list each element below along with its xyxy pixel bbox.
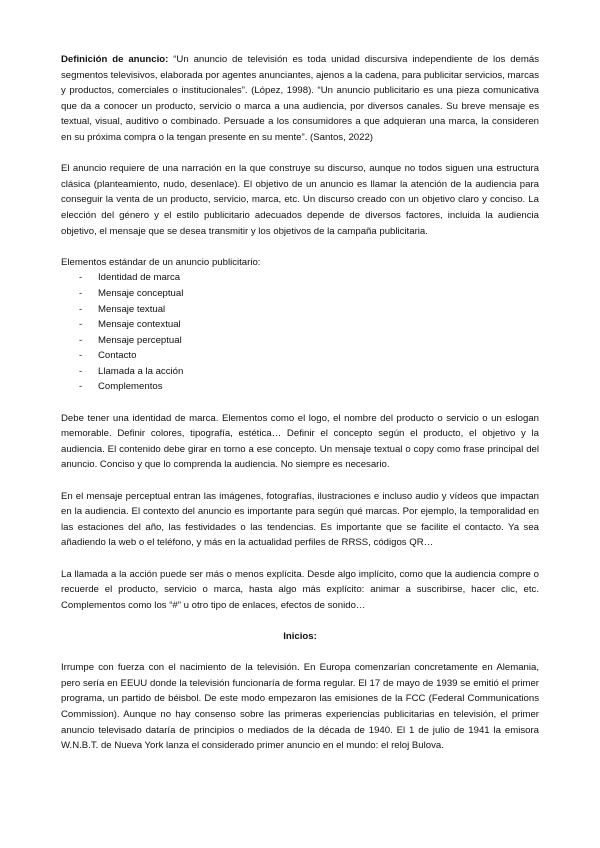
origins-heading: Inicios: bbox=[283, 630, 317, 642]
list-item bbox=[61, 364, 539, 380]
list-bullet: - bbox=[79, 303, 83, 315]
list-item-label: Contacto bbox=[98, 350, 137, 362]
list-bullet: - bbox=[79, 287, 83, 299]
list-intro: Elementos estándar de un anuncio publicitario: bbox=[61, 256, 261, 268]
list-bullet: - bbox=[79, 365, 83, 377]
list-item bbox=[61, 302, 539, 318]
definition-term: Definición de anuncio: bbox=[61, 54, 169, 65]
origins-paragraph: Irrumpe con fuerza con el nacimiento de la televisión. En Europa comenzarían concretamente en Alemania, pero sería en EEUU donde la televisión funcionaría de forma regular. El 17 de mayo de 1939 se emitió el primer programa, un partido de béisbol. De este modo empezaron las emisiones de la FCC (Federal Communications Commission). Aunque no hay consenso sobre las primeras experiencias publicitarias en televisión, el primer anuncio televisado dataría de principios o mediados de la década de 1940. El 1 de julio de 1941 la emisora W.N.B.T. de Nueva York lanza el considerado primer anuncio en el mundo: el reloj Bulova. bbox=[61, 662, 539, 752]
list-item-label: Mensaje perceptual bbox=[98, 334, 182, 346]
perceptual-paragraph: En el mensaje perceptual entran las imágenes, fotografías, ilustraciones e incluso audio y vídeos que impactan en la audiencia. El contexto del anuncio es importante para según qué marcas. Por ejemplo, la temporalidad en las estaciones del año, las festividades o las tendencias. Es importante que se facilite el contacto. Ya sea añadiendo la web o el teléfono, y más en la actualidad perfiles de RRSS, códigos QR… bbox=[61, 490, 539, 549]
list-item bbox=[61, 348, 539, 364]
list-item-label: Mensaje contextual bbox=[98, 319, 181, 331]
list-item-label: Llamada a la acción bbox=[98, 365, 184, 377]
list-bullet: - bbox=[79, 334, 83, 346]
definition-paragraph bbox=[61, 52, 539, 146]
list-bullet: - bbox=[79, 381, 83, 393]
list-bullet: - bbox=[79, 350, 83, 362]
call-to-action-paragraph: La llamada a la acción puede ser más o menos explícita. Desde algo implícito, como que la audiencia compre o recuerde el producto, servicio o marca, hasta algo más explícito: animar a suscribirse, hacer clic, etc. Complementos como los “#” u otro tipo de enlaces, efectos de sonido… bbox=[61, 568, 539, 611]
list-item-label: Mensaje textual bbox=[98, 303, 166, 315]
list-item-label: Identidad de marca bbox=[98, 272, 181, 284]
elements-list bbox=[61, 270, 539, 395]
list-item bbox=[61, 317, 539, 333]
document-page bbox=[61, 52, 539, 754]
list-item bbox=[61, 333, 539, 349]
list-item-label: Complementos bbox=[98, 381, 163, 393]
narrative-paragraph: El anuncio requiere de una narración en la que construye su discurso, aunque no todos siguen una estructura clásica (planteamiento, nudo, desenlace). El objetivo de un anuncio es llamar la atención de la audiencia para conseguir la venta de un producto, servicio, marca, etc. Un discurso creado con un objetivo claro y conciso. La elección del género y el estilo publicitario adecuados depende de diversos factores, incluida la audiencia objetivo, el mensaje que se desea transmitir y los objetivos de la campaña publicitaria. bbox=[61, 163, 539, 237]
definition-text: “Un anuncio de televisión es toda unidad discursiva independiente de los demás segmentos televisivos, elaborada por agentes anunciantes, ajenos a la cadena, para publicitar servicios, marcas y productos, comerciales o institucionales”. (López, 1998). “Un anuncio publicitario es una pieza comunicativa que da a conocer un producto, servicio o marca a una audiencia, por diversos canales. Su breve mensaje es textual, visual, auditivo o combinado. Persuade a los consumidores a que adquieran una marca, la consideren en su próxima compra o la tengan presente en su mente”. (Santos, 2022) bbox=[61, 54, 540, 143]
list-item-label: Mensaje conceptual bbox=[98, 287, 184, 299]
list-bullet: - bbox=[79, 272, 83, 284]
list-item bbox=[61, 379, 539, 395]
list-item bbox=[61, 286, 539, 302]
list-bullet: - bbox=[79, 319, 83, 331]
list-item bbox=[61, 270, 539, 286]
identity-paragraph: Debe tener una identidad de marca. Elementos como el logo, el nombre del producto o servicio o un eslogan memorable. Definir colores, tipografía, estética… Definir el concepto según el producto, el objetivo y la audiencia. El contenido debe girar en torno a ese concepto. Un mensaje textual o copy como frase principal del anuncio. Conciso y que lo comprenda la audiencia. No siempre es necesario. bbox=[61, 412, 539, 471]
